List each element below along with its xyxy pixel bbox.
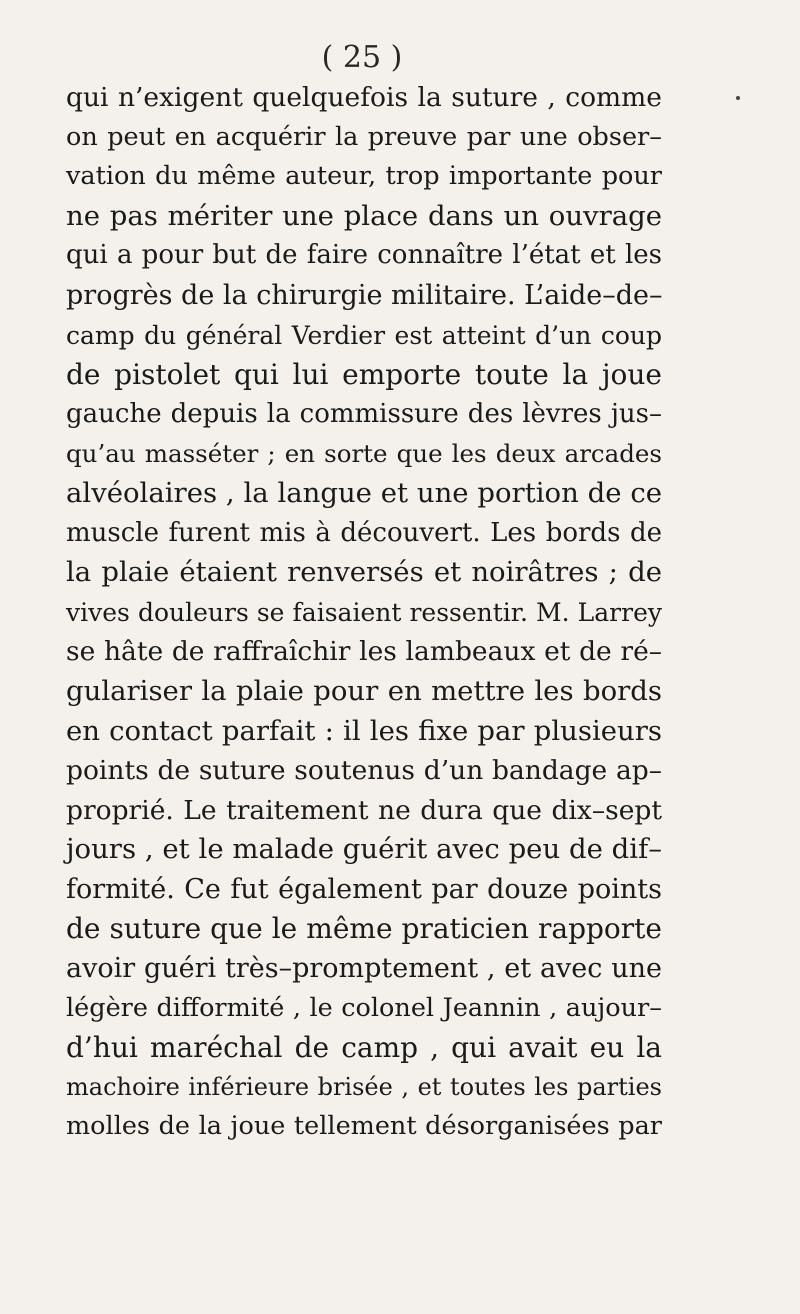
text-line: progrès de la chirurgie militaire. L’aide–de– [66,279,663,311]
text-line: qu’au masséter ; en sorte que les deux arcades [66,439,662,469]
text-line: machoire inférieure brisée , et toutes les parties [66,1072,662,1101]
text-line: jours , et le malade guérit avec peu de dif– [66,833,662,866]
text-line: gulariser la plaie pour en mettre les bords [66,674,662,707]
text-line: vives douleurs se faisaient ressentir. M. Larrey [66,597,662,627]
margin-dot [736,96,740,100]
text-line: points de suture soutenus d’un bandage ap– [66,755,662,787]
text-line: qui a pour but de faire connaître l’état et les [66,240,662,271]
text-line: d’hui maréchal de camp , qui avait eu la [66,1031,662,1065]
text-line: vation du même auteur, trop importante pour [66,161,662,192]
text-line: proprié. Le traitement ne dura que dix–sept [66,794,662,826]
text-line: ne pas mériter une place dans un ouvrage [66,199,662,232]
text-line: on peut en acquérir la preuve par une obser– [66,121,662,152]
text-line: de suture que le même praticien rapporte [66,912,662,946]
text-line: de pistolet qui lui emporte toute la joue [66,358,662,392]
text-line: se hâte de raffraîchir les lambeaux et de ré– [66,636,662,668]
text-line: avoir guéri très–promptement , et avec une [66,953,662,985]
text-line: la plaie étaient renversés et noirâtres ; de [66,556,662,589]
text-line: gauche depuis la commissure des lèvres jus– [66,398,662,429]
text-line: camp du général Verdier est atteint d’un coup [66,320,662,350]
text-line: qui n’exigent quelquefois la suture , comme [66,82,662,113]
page-number: ( 25 ) [321,40,403,75]
text-line: en contact parfait : il les fixe par plusieurs [66,714,662,747]
text-line: légère difformité , le colonel Jeannin , aujour– [66,992,662,1023]
text-line: molles de la joue tellement désorganisées par [66,1111,662,1142]
text-line: muscle furent mis à découvert. Les bords de [66,517,662,548]
text-line: formité. Ce fut également par douze points [66,873,662,905]
body-text [66,78,662,1147]
text-line: alvéolaires , la langue et une portion de ce [66,476,662,509]
